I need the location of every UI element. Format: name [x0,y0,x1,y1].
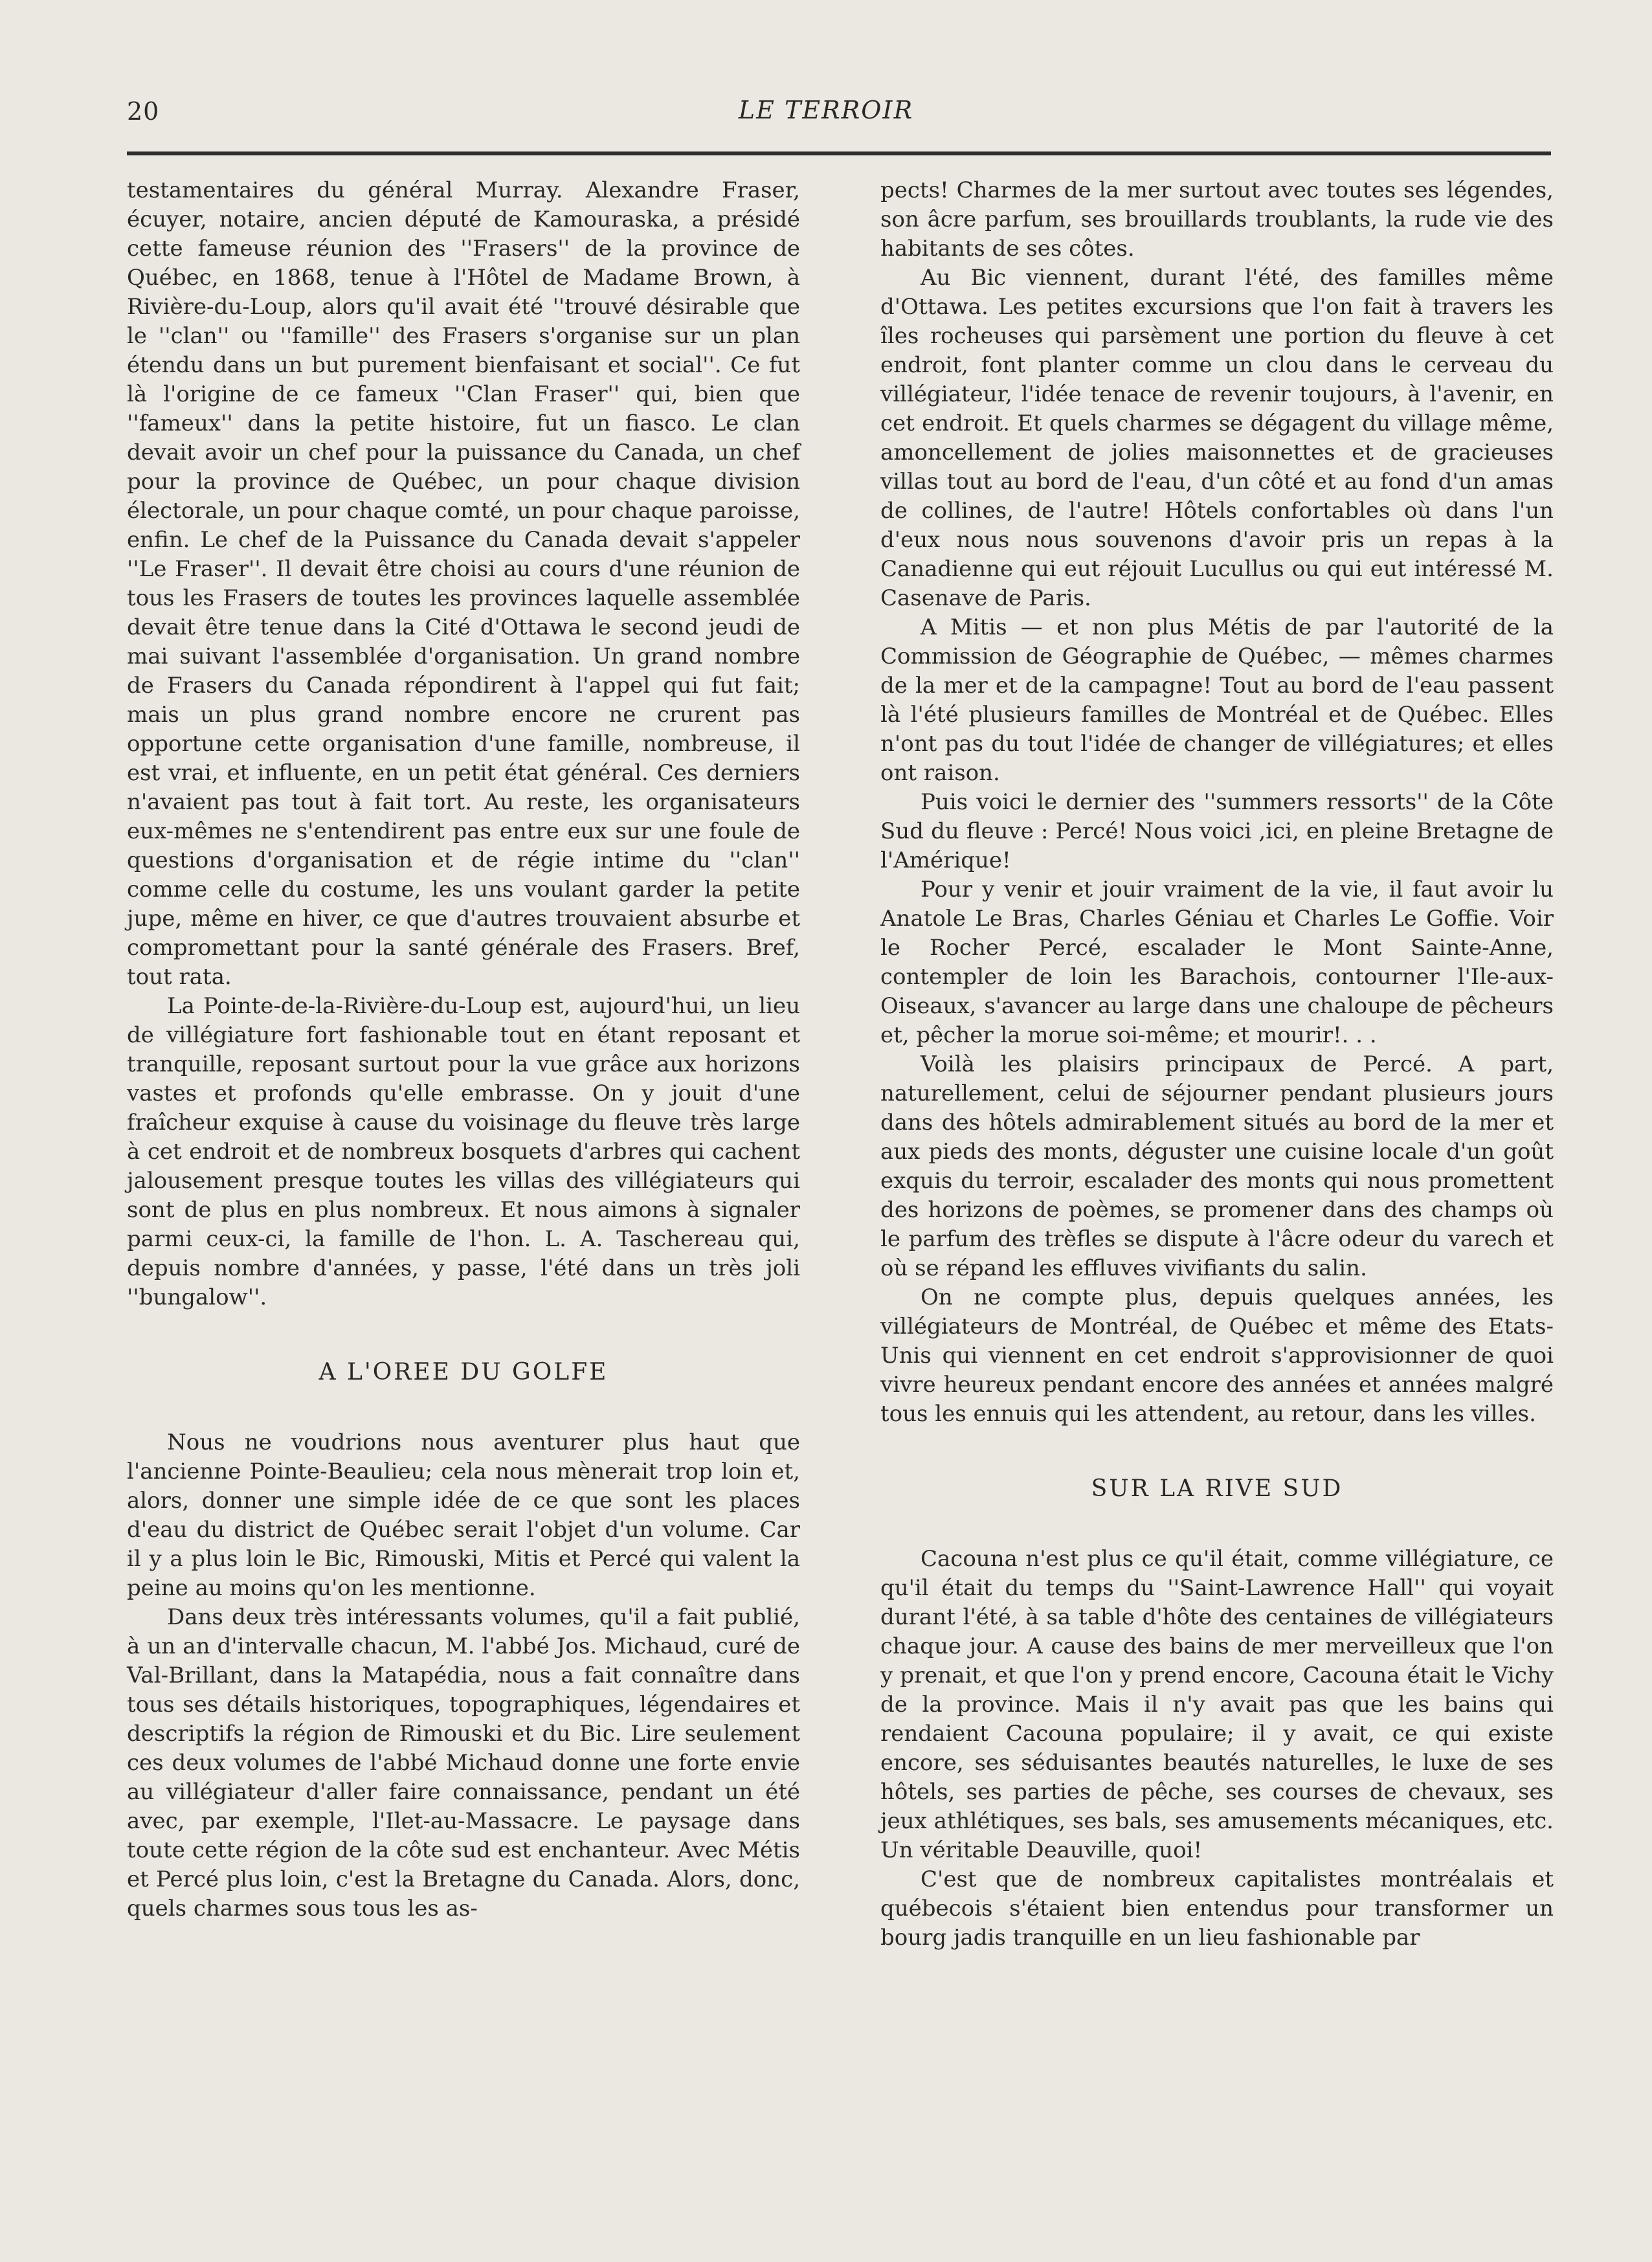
section-heading: A L'OREE DU GOLFE [318,1359,608,1385]
paragraph: On ne compte plus, depuis quelques années, les villégiateurs de Montréal, de Québec et même des Etats-Unis qui viennent en cet endroit s'approvisionner de quoi vivre heureux pendant encore des années et années malgré tous les ennuis qui les attendent, au retour, dans les villes. [880,1284,1554,1427]
paragraph: pects! Charmes de la mer surtout avec toutes ses légendes, son âcre parfum, ses brouillards troublants, la rude vie des habitants de ses côtes. [880,177,1554,262]
header-rule [127,151,1551,155]
section-heading: SUR LA RIVE SUD [1091,1475,1343,1502]
running-title: LE TERROIR [738,96,914,124]
paragraph: Cacouna n'est plus ce qu'il était, comme villégiature, ce qu'il était du temps du ''Saint-Lawrence Hall'' qui voyait durant l'été, à sa table d'hôte des centaines de villégiateurs chaque jour. A cause des bains de mer merveilleux que l'on y prenait, et que l'on y prend encore, Cacouna était le Vichy de la province. Mais il n'y avait pas que les bains qui rendaient Cacouna populaire; il y avait, ce qui existe encore, ses séduisantes beautés naturelles, le luxe de ses hôtels, ses parties de pêche, ses courses de chevaux, ses jeux athlétiques, ses bals, ses amusements mécaniques, etc. Un véritable Deauville, quoi! [880,1546,1554,1863]
right-column [880,176,1554,1953]
paragraph: Dans deux très intéressants volumes, qu'il a fait publié, à un an d'intervalle chacun, M. l'abbé Jos. Michaud, curé de Val-Brillant, dans la Matapédia, nous a fait connaître dans tous ses détails historiques, topographiques, légendaires et descriptifs la région de Rimouski et du Bic. Lire seulement ces deux volumes de l'abbé Michaud donne une forte envie au villégiateur d'aller faire connaissance, pendant un été avec, par exemple, l'Ilet-au-Massacre. Le paysage dans toute cette région de la côte sud est enchanteur. Avec Métis et Percé plus loin, c'est la Bretagne du Canada. Alors, donc, quels charmes sous tous les as- [127,1604,800,1921]
paragraph: testamentaires du général Murray. Alexandre Fraser, écuyer, notaire, ancien député de Kamouraska, a présidé cette fameuse réunion des ''Frasers'' de la province de Québec, en 1868, tenue à l'Hôtel de Madame Brown, à Rivière-du-Loup, alors qu'il avait été ''trouvé désirable que le ''clan'' ou ''famille'' des Frasers s'organise sur un plan étendu dans un but purement bienfaisant et social''. Ce fut là l'origine de ce fameux ''Clan Fraser'' qui, bien que ''fameux'' dans la petite histoire, fut un fiasco. Le clan devait avoir un chef pour la puissance du Canada, un chef pour la province de Québec, un pour chaque division électorale, un pour chaque comté, un pour chaque paroisse, enfin. Le chef de la Puissance du Canada devait s'appeler ''Le Fraser''. Il devait être choisi au cours d'une réunion de tous les Frasers de toutes les provinces laquelle assemblée devait être tenue dans la Cité d'Ottawa le second jeudi de mai suivant l'assemblée d'organisation. Un grand nombre de Frasers du Canada répondirent à l'appel qui fut fait; mais un plus grand nombre encore ne crurent pas opportune cette organisation d'une famille, nombreuse, il est vrai, et influente, en un petit état général. Ces derniers n'avaient pas tout à fait tort. Au reste, les organisateurs eux-mêmes ne s'entendirent pas entre eux sur une foule de questions d'organisation et de régie intime du ''clan'' comme celle du costume, les uns voulant garder la petite jupe, même en hiver, ce que d'autres trouvaient absurbe et compromettant pour la santé générale des Frasers. Bref, tout rata. [127,177,800,990]
paragraph: La Pointe-de-la-Rivière-du-Loup est, aujourd'hui, un lieu de villégiature fort fashionable tout en étant reposant et tranquille, reposant surtout pour la vue grâce aux horizons vastes et profonds qu'elle embrasse. On y jouit d'une fraîcheur exquise à cause du voisinage du fleuve très large à cet endroit et de nombreux bosquets d'arbres qui cachent jalousement presque toutes les villas des villégiateurs qui sont de plus en plus nombreux. Et nous aimons à signaler parmi ceux-ci, la famille de l'hon. L. A. Taschereau qui, depuis nombre d'années, y passe, l'été dans un très joli ''bungalow''. [127,993,800,1310]
paragraph: Nous ne voudrions nous aventurer plus haut que l'ancienne Pointe-Beaulieu; cela nous mènerait trop loin et, alors, donner une simple idée de ce que sont les places d'eau du district de Québec serait l'objet d'un volume. Car il y a plus loin le Bic, Rimouski, Mitis et Percé qui valent la peine au moins qu'on les mentionne. [127,1429,800,1601]
paragraph: A Mitis — et non plus Métis de par l'autorité de la Commission de Géographie de Québec, — mêmes charmes de la mer et de la campagne! Tout au bord de l'eau passent là l'été plusieurs familles de Montréal et de Québec. Elles n'ont pas du tout l'idée de changer de villégiatures; et elles ont raison. [880,614,1554,786]
paragraph: Pour y venir et jouir vraiment de la vie, il faut avoir lu Anatole Le Bras, Charles Géniau et Charles Le Goffie. Voir le Rocher Percé, escalader le Mont Sainte-Anne, contempler de loin les Barachois, contourner l'Ile-aux-Oiseaux, s'avancer au large dans une chaloupe de pêcheurs et, pêcher la morue soi-même; et mourir!. . . [880,877,1554,1048]
paragraph: Voilà les plaisirs principaux de Percé. A part, naturellement, celui de séjourner pendant plusieurs jours dans des hôtels admirablement situés au bord de la mer et aux pieds des monts, déguster une cuisine locale d'un goût exquis du terroir, escalader des monts qui nous promettent des horizons de poèmes, se promener dans des champs où le parfum des trèfles se dispute à l'âcre odeur du varech et où se répand les effluves vivifiants du salin. [880,1051,1554,1281]
paragraph: C'est que de nombreux capitalistes montréalais et québecois s'étaient bien entendus pour transformer un bourg jadis tranquille en un lieu fashionable par [880,1866,1554,1951]
paragraph: Puis voici le dernier des ''summers ressorts'' de la Côte Sud du fleuve : Percé! Nous voici ,ici, en pleine Bretagne de l'Amérique! [880,789,1554,873]
paragraph: Au Bic viennent, durant l'été, des familles même d'Ottawa. Les petites excursions que l'on fait à travers les îles rocheuses qui parsèment une portion du fleuve à cet endroit, font planter comme un clou dans le cerveau du villégiateur, l'idée tenace de revenir toujours, à l'avenir, en cet endroit. Et quels charmes se dégagent du village même, amoncellement de jolies maisonnettes et de gracieuses villas tout au bord de l'eau, d'un côté et au fond d'un amas de collines, de l'autre! Hôtels confortables où dans l'un d'eux nous nous souvenons d'avoir pris un repas à la Canadienne qui eut réjouit Lucullus ou qui eut intéressé M. Casenave de Paris. [880,265,1554,611]
page-number: 20 [127,97,160,126]
left-column [127,176,800,1923]
